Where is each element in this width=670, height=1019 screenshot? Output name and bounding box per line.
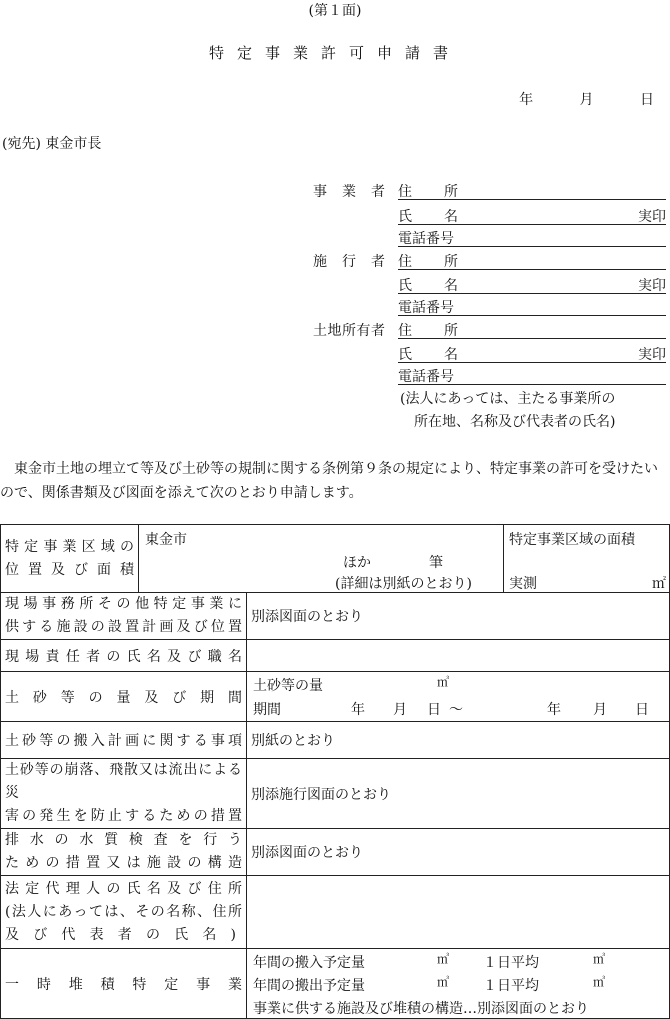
water-inspection-label: 排水の水質検査を行う ための措置又は施設の構造: [1, 829, 247, 876]
import-plan-value[interactable]: 別紙のとおり: [247, 722, 670, 759]
row-water-inspection: [1, 829, 670, 876]
row-site-manager: [1, 640, 670, 672]
row-area-location: [1, 525, 670, 593]
business-name-line[interactable]: [398, 224, 666, 225]
period-label: 期間: [253, 702, 281, 718]
soil-qty-label: 土砂等の量: [253, 678, 323, 694]
disaster-prevention-value[interactable]: 別添施行図面のとおり: [247, 759, 670, 829]
period-day: 日: [427, 702, 441, 718]
legal-representative-value[interactable]: [247, 876, 670, 949]
business-phone-line[interactable]: [398, 246, 666, 247]
period-month2: 月: [593, 702, 607, 718]
application-table: [0, 524, 670, 1019]
contractor-address-line[interactable]: [398, 269, 666, 270]
party-contractor-label: 施行者: [313, 254, 385, 270]
annual-export-label: 年間の搬出予定量: [253, 978, 365, 994]
period-tilde: 〜: [449, 702, 463, 718]
temporary-storage-cell[interactable]: [247, 949, 670, 1019]
other-text: ほか: [343, 555, 371, 571]
period-year2: 年: [547, 702, 561, 718]
landowner-name-line[interactable]: [398, 362, 666, 363]
landowner-phone-label: 電話番号: [398, 369, 454, 385]
landowner-phone-line[interactable]: [398, 384, 666, 385]
survey-label: 実測: [509, 576, 537, 592]
contractor-name-line[interactable]: [398, 293, 666, 294]
disaster-prevention-label: 土砂等の崩落、飛散又は流出による災 害の発生を防止するための措置: [1, 759, 247, 829]
landowner-seal: 実印: [638, 347, 666, 363]
contractor-name-label: 氏名: [398, 278, 458, 294]
addressee: (宛先) 東金市長: [2, 136, 102, 152]
period-day2: 日: [635, 702, 649, 718]
area-location-label: 特定事業区域の 位置及び面積: [1, 525, 139, 593]
temporary-storage-label: 一時堆積特定事業: [1, 949, 247, 1019]
document-title: 特定事業許可申請書: [208, 44, 461, 62]
row-disaster-prevention: [1, 759, 670, 829]
legal-representative-label: 法定代理人の氏名及び住所 (法人にあっては、その名称、住所 及び代表者の氏名): [1, 876, 247, 949]
business-address-label: 住所: [398, 184, 458, 200]
facilities-value[interactable]: 別添図面のとおり: [247, 593, 670, 640]
date-field: [497, 89, 654, 109]
facilities-label: 現場事務所その他特定事業に 供する施設の設置計画及び位置: [1, 593, 247, 640]
period-month: 月: [393, 702, 407, 718]
contractor-seal: 実印: [638, 278, 666, 294]
export-daily-label: １日平均: [483, 978, 539, 994]
date-month: 月: [579, 92, 594, 108]
row-temporary-storage: [1, 949, 670, 1019]
soil-qty-unit: ㎥: [437, 675, 450, 689]
contractor-phone-label: 電話番号: [398, 300, 454, 316]
party-business-label: 事業者: [313, 184, 385, 200]
soil-quantity-cell[interactable]: [247, 672, 670, 722]
page-label: (第１面): [308, 3, 362, 19]
row-import-plan: [1, 722, 670, 759]
area-size-label: 特定事業区域の面積: [509, 532, 635, 548]
row-soil-quantity: [1, 672, 670, 722]
fude-text: 筆: [429, 555, 443, 571]
corp-note-line2: 所在地、名称及び代表者の氏名): [414, 414, 616, 430]
site-manager-value[interactable]: [247, 640, 670, 672]
business-phone-label: 電話番号: [398, 231, 454, 247]
annual-import-label: 年間の搬入予定量: [253, 955, 365, 971]
business-seal: 実印: [638, 209, 666, 225]
row-legal-representative: [1, 876, 670, 949]
date-year: 年: [519, 92, 534, 108]
contractor-phone-line[interactable]: [398, 315, 666, 316]
row-facilities: [1, 593, 670, 640]
date-day: 日: [640, 92, 654, 108]
landowner-address-line[interactable]: [398, 338, 666, 339]
landowner-name-label: 氏名: [398, 347, 458, 363]
period-year: 年: [351, 702, 365, 718]
import-daily-label: １日平均: [483, 955, 539, 971]
contractor-address-label: 住所: [398, 254, 458, 270]
party-landowner-label: 土地所有者: [313, 323, 385, 339]
intro-line2: ので、関係書類及び図面を添えて次のとおり申請します。: [0, 485, 363, 501]
import-daily-unit: ㎥: [593, 952, 606, 966]
landowner-address-label: 住所: [398, 323, 458, 339]
area-unit: ㎡: [652, 576, 666, 592]
city-text: 東金市: [145, 532, 187, 548]
business-address-line[interactable]: [398, 199, 666, 200]
business-name-label: 氏名: [398, 209, 458, 225]
site-manager-label: 現場責任者の氏名及び職名: [1, 640, 247, 672]
intro-line1: 東金市土地の埋立て等及び土砂等の規制に関する条例第９条の規定により、特定事業の許可を受けたい: [14, 461, 658, 477]
area-size-cell[interactable]: [504, 525, 670, 593]
structure-text: 事業に供する施設及び堆積の構造…別添図面のとおり: [253, 1001, 589, 1017]
annual-export-unit: ㎥: [437, 975, 450, 989]
soil-quantity-label: 土砂等の量及び期間: [1, 672, 247, 722]
detail-text: (詳細は別紙のとおり): [335, 576, 472, 592]
annual-import-unit: ㎥: [437, 952, 450, 966]
import-plan-label: 土砂等の搬入計画に関する事項: [1, 722, 247, 759]
area-location-cell[interactable]: [139, 525, 504, 593]
water-inspection-value[interactable]: 別添図面のとおり: [247, 829, 670, 876]
corp-note-line1: (法人にあっては、主たる事業所の: [400, 391, 616, 407]
export-daily-unit: ㎥: [593, 975, 606, 989]
